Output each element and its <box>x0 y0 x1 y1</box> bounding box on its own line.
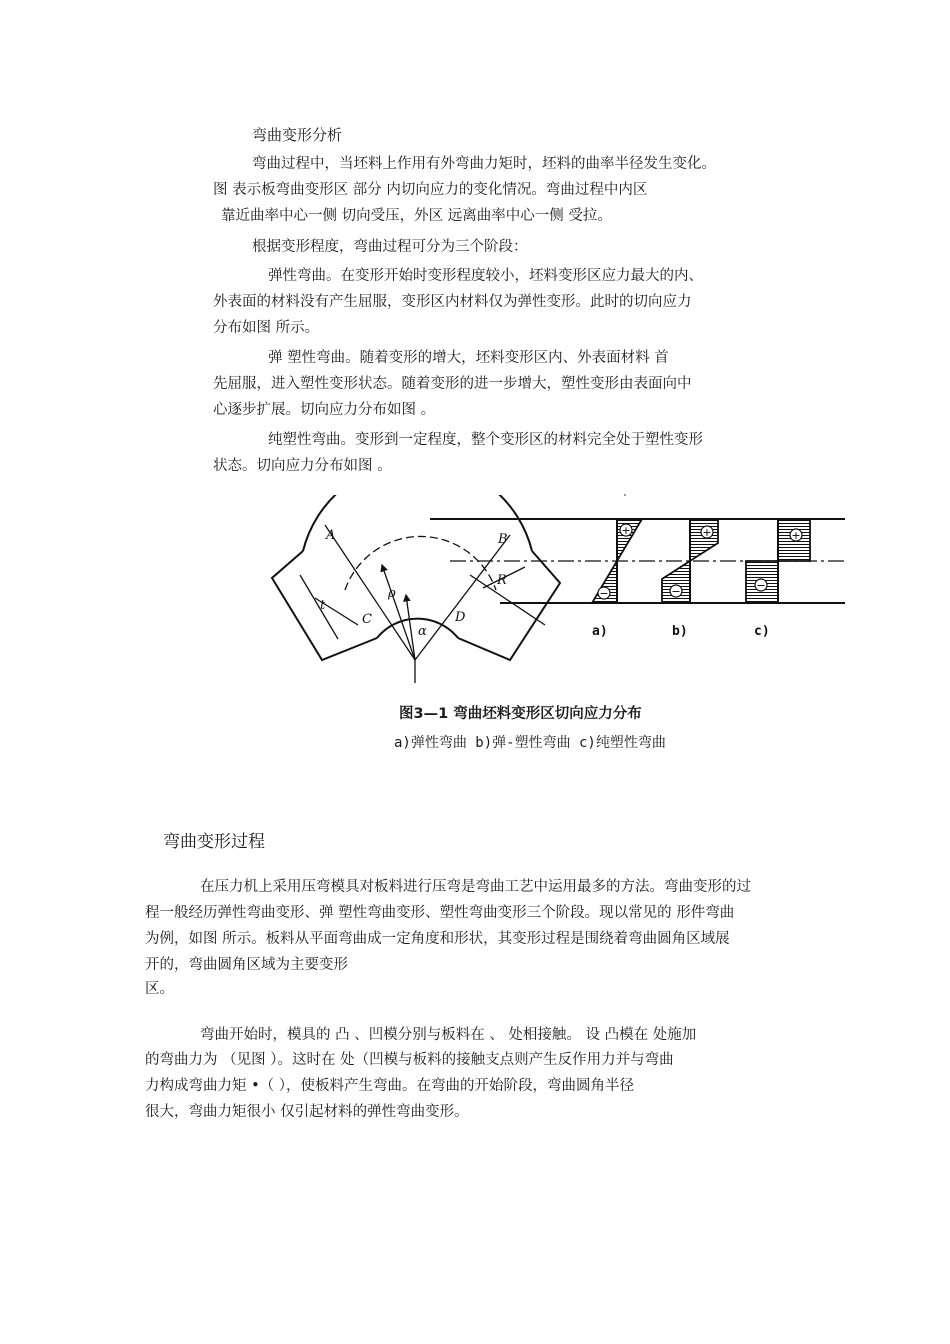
paragraph-line: 的弯曲力为 （见图 ）。这时在 处（凹模与板料的接触支点则产生反作用力并与弯曲 <box>145 1052 674 1068</box>
paragraph-line: 弹 塑性弯曲。随着变形的增大，坯料变形区内、外表面材料 首 <box>268 350 669 366</box>
label-rho: ρ <box>388 586 396 601</box>
paragraph-line: 根据变形程度，弯曲过程可分为三个阶段： <box>252 239 528 255</box>
label-a: A <box>326 528 336 543</box>
paragraph-line: 程一般经历弹性弯曲变形、弹 塑性弯曲变形、塑性弯曲变形三个阶段。现以常见的 形件弯曲 <box>145 905 735 921</box>
paragraph-line: 靠近曲率中心一侧 切向受压，外区 远离曲率中心一侧 受拉。 <box>221 208 612 224</box>
paragraph-line: 外表面的材料没有产生屈服，变形区内材料仅为弹性变形。此时的切向应力 <box>213 294 692 310</box>
stress-diagram-c <box>746 519 810 603</box>
paragraph-line: 为例，如图 所示。板料从平面弯曲成一定角度和形状，其变形过程是围绕着弯曲圆角区域展 <box>145 931 730 947</box>
sub-label-a: a) <box>592 624 608 639</box>
paragraph-line: 状态。切向应力分布如图 。 <box>213 458 392 474</box>
paragraph-line: 纯塑性弯曲。变形到一定程度，整个变形区的材料完全处于塑性变形 <box>268 432 703 448</box>
paragraph-line: 区。 <box>145 981 174 997</box>
figure-caption-title: 图3—1 弯曲坯料变形区切向应力分布 <box>399 706 642 722</box>
label-r: R <box>497 573 507 588</box>
sub-label-c: c) <box>754 624 770 639</box>
paragraph-line: 弹性弯曲。在变形开始时变形程度较小，坯料变形区应力最大的内、 <box>268 268 703 284</box>
paragraph-line: 力构成弯曲力矩 •（ ），使板料产生弯曲。在弯曲的开始阶段，弯曲圆角半径 <box>145 1078 635 1094</box>
minus-sign: − <box>599 587 609 600</box>
bending-stress-figure <box>270 495 845 685</box>
paragraph-line: 在压力机上采用压弯模具对板料进行压弯是弯曲工艺中运用最多的方法。弯曲变形的过 <box>200 879 751 895</box>
minus-sign: − <box>671 585 681 598</box>
section-title: 弯曲变形过程 <box>163 832 265 852</box>
label-c: C <box>362 612 372 627</box>
plus-sign: + <box>791 529 801 542</box>
paragraph-line: 图 表示板弯曲变形区 部分 内切向应力的变化情况。弯曲过程中内区 <box>213 182 648 198</box>
label-alpha: α <box>418 624 427 639</box>
paragraph-line: 开的，弯曲圆角区域为主要变形 <box>145 957 348 973</box>
label-b: B <box>498 532 508 547</box>
figure-caption-sub: a)弹性弯曲 b)弹-塑性弯曲 c)纯塑性弯曲 <box>394 735 666 751</box>
label-t: t <box>320 598 326 613</box>
paragraph-line: 弯曲开始时，模具的 凸 、凹模分别与板料在 、 处相接触。 设 凸模在 处施加 <box>200 1027 697 1043</box>
sub-label-b: b) <box>672 624 688 639</box>
paragraph-line: 弯曲过程中，当坯料上作用有外弯曲力矩时，坯料的曲率半径发生变化。 <box>252 156 716 172</box>
plus-sign: + <box>621 524 631 537</box>
plus-sign: + <box>702 526 712 539</box>
paragraph-line: 先屈服，进入塑性变形状态。随着变形的进一步增大，塑性变形由表面向中 <box>213 376 692 392</box>
paragraph-line: 分布如图 所示。 <box>213 320 320 336</box>
section-title: 弯曲变形分析 <box>252 126 343 144</box>
minus-sign: − <box>756 579 766 592</box>
paragraph-line: 心逐步扩展。切向应力分布如图 。 <box>213 402 436 418</box>
label-d: D <box>455 610 466 625</box>
paragraph-line: 很大，弯曲力矩很小 仅引起材料的弹性弯曲变形。 <box>145 1104 469 1120</box>
